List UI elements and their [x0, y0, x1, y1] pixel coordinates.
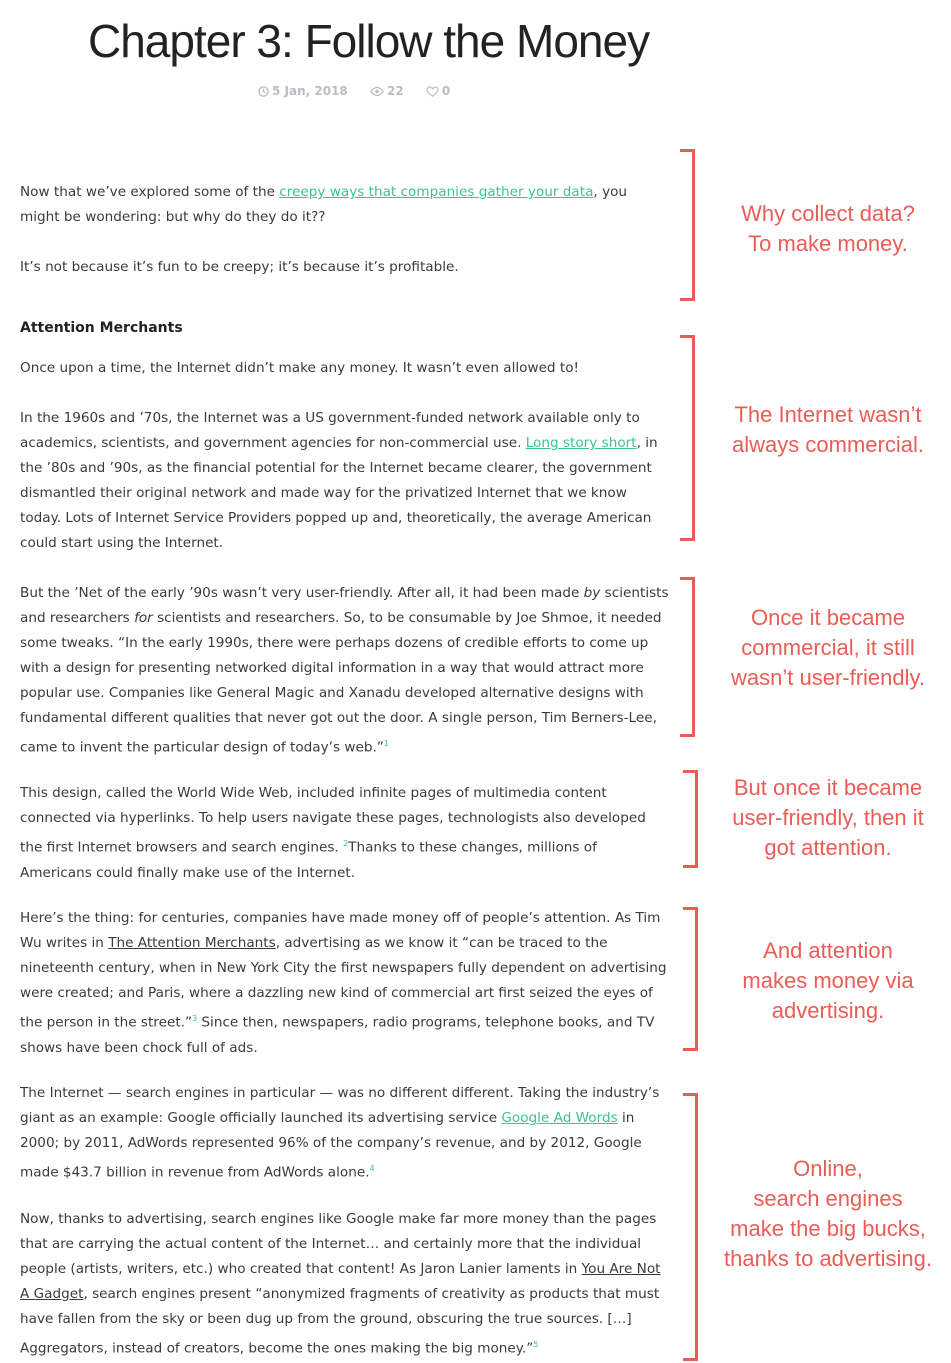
paragraph: [20, 1207, 670, 1362]
footnote-4[interactable]: 4: [369, 1164, 375, 1173]
likes-count: 0: [441, 84, 451, 98]
text: In the 1960s and ’70s, the Internet was a US government-funded network available only to academics, scientists, and government agencies for non-commercial use.: [20, 410, 640, 451]
text: , search engines present “anonymized fragments of creativity as products that must have fallen from the sky or been dug up from the ground, obscuring the true sources. […] Aggregators, instead of creators, become the ones making the big money.”: [20, 1286, 660, 1357]
text: , in the ’80s and ’90s, as the financial potential for the Internet became clearer, the government dismantled their original network and made way for the privatized Internet that we know today. Lots of Internet Service Providers popped up and, theoretically, the average American could start using the Internet.: [20, 435, 658, 551]
emphasis: by: [583, 585, 601, 601]
text: Since then, newspapers, radio programs, telephone books, and TV shows have been chock full of ads.: [20, 1014, 655, 1056]
text: This design, called the World Wide Web, included infinite pages of multimedia content connected via hyperlinks. To help users navigate these pages, technologists also developed the first Internet browsers and search engines.: [20, 785, 646, 856]
section-aggregators: [20, 1207, 670, 1362]
date-meta: [258, 84, 348, 98]
clock-icon: [258, 86, 269, 97]
note-line: user-friendly, then it: [732, 805, 924, 830]
note-line: And attention: [763, 938, 893, 963]
note-line: wasn’t user-friendly.: [731, 665, 925, 690]
footnote-5[interactable]: 5: [533, 1340, 539, 1349]
you-are-not-a-gadget-link[interactable]: You Are Not A Gadget: [20, 1261, 661, 1302]
text: , advertising as we know it “can be traced to the nineteenth century, when in New York City the first newspapers fully dependent on advertising were created; and Paris, where a dazzling new kind of commercial art first seized the eyes of the person in the street.”: [20, 935, 667, 1031]
note-line: Why collect data?: [741, 201, 915, 226]
note-line: make the big bucks,: [730, 1216, 926, 1241]
section-attention: [20, 906, 670, 1061]
intro-section: [20, 180, 670, 280]
text: scientists and researchers. So, to be consumable by Joe Shmoe, it needed some tweaks. “In the early 1990s, there were perhaps dozens of credible efforts to come up with a design for presenting networked digital information in a way that would attract more popular use. Companies like General Magic and Xanadu developed alternative designs with fundamental different qualities that never got out the door. A single person, Tim Berners-Lee, came to invent the particular design of today’s web.”: [20, 610, 662, 756]
note-line: makes money via: [742, 968, 914, 993]
paragraph: [20, 906, 670, 1061]
section-internet-history: [20, 356, 670, 556]
bracket-annotation: [683, 1093, 698, 1361]
note-line: But once it became: [733, 775, 923, 800]
heart-icon[interactable]: [426, 86, 439, 97]
annotation-note: [708, 936, 948, 1026]
paragraph: [20, 180, 670, 230]
section-world-wide-web: [20, 781, 670, 886]
long-story-short-link[interactable]: Long story short: [525, 435, 637, 451]
text: Now that we’ve explored some of the: [20, 184, 280, 200]
annotation-note: [708, 1154, 948, 1274]
note-line: To make money.: [748, 231, 908, 256]
note-line: Online,: [793, 1156, 863, 1181]
creepy-ways-link[interactable]: creepy ways that companies gather your data: [279, 184, 594, 200]
likes-meta[interactable]: [426, 84, 450, 98]
note-line: search engines: [753, 1186, 903, 1211]
text: The Internet — search engines in particular — was no different different. Taking the industry’s giant as an example: Google officially launched its advertising service: [20, 1085, 660, 1126]
post-meta: [258, 84, 468, 100]
bracket-annotation: [680, 335, 695, 541]
section-user-friendly: [20, 581, 670, 761]
note-line: always commercial.: [732, 432, 924, 457]
views-count: 22: [386, 84, 404, 98]
footnote-2[interactable]: 2: [343, 839, 349, 848]
google-adwords-link[interactable]: Google Ad Words: [501, 1110, 618, 1126]
note-line: thanks to advertising.: [724, 1246, 932, 1271]
paragraph: [20, 406, 670, 556]
section-search-engines: [20, 1081, 670, 1186]
post-date: 5 Jan, 2018: [272, 84, 348, 98]
annotation-note: [708, 199, 948, 259]
note-line: Once it became: [750, 605, 906, 630]
paragraph: [20, 1081, 670, 1186]
note-line: The Internet wasn’t: [734, 402, 922, 427]
section-heading: Attention Merchants: [20, 320, 183, 336]
text: Now, thanks to advertising, search engines like Google make far more money than the pages that are carrying the actual content of the Internet… and certainly more that the individual people (artists, writers, etc.) who created that content! As Jaron Lanier laments in: [20, 1211, 657, 1277]
emphasis: for: [134, 610, 153, 626]
annotation-note: [708, 400, 948, 460]
note-line: commercial, it still: [741, 635, 915, 660]
note-line: advertising.: [771, 998, 885, 1023]
text: But the ’Net of the early ’90s wasn’t very user-friendly. After all, it had been made: [20, 585, 584, 601]
views-meta: [370, 84, 404, 98]
text: in 2000; by 2011, AdWords represented 96% of the company’s revenue, and by 2012, Google made $43.7 billion in revenue from AdWords alone.: [20, 1110, 642, 1181]
paragraph: [20, 581, 670, 761]
paragraph: It’s not because it’s fun to be creepy; it’s because it’s profitable.: [20, 259, 459, 275]
attention-merchants-link[interactable]: The Attention Merchants: [108, 935, 276, 951]
eye-icon: [370, 86, 384, 97]
footnote-1[interactable]: 1: [383, 739, 389, 748]
footnote-3[interactable]: 3: [192, 1014, 198, 1023]
text: Here’s the thing: for centuries, companies have made money off of people’s attention. As Tim Wu writes in: [20, 910, 661, 951]
paragraph: [20, 781, 670, 886]
text: scientists and researchers: [20, 585, 669, 626]
annotation-note: [708, 603, 948, 693]
annotation-note: [708, 773, 948, 863]
bracket-annotation: [680, 149, 695, 301]
note-line: got attention.: [764, 835, 892, 860]
paragraph: Once upon a time, the Internet didn’t make any money. It wasn’t even allowed to!: [20, 360, 579, 376]
bracket-annotation: [680, 577, 695, 737]
text: , you might be wondering: but why do they do it??: [20, 184, 628, 225]
page-title: Chapter 3: Follow the Money: [88, 15, 650, 67]
text: Thanks to these changes, millions of Americans could finally make use of the Internet.: [20, 839, 597, 881]
bracket-annotation: [683, 770, 698, 868]
bracket-annotation: [683, 907, 698, 1051]
